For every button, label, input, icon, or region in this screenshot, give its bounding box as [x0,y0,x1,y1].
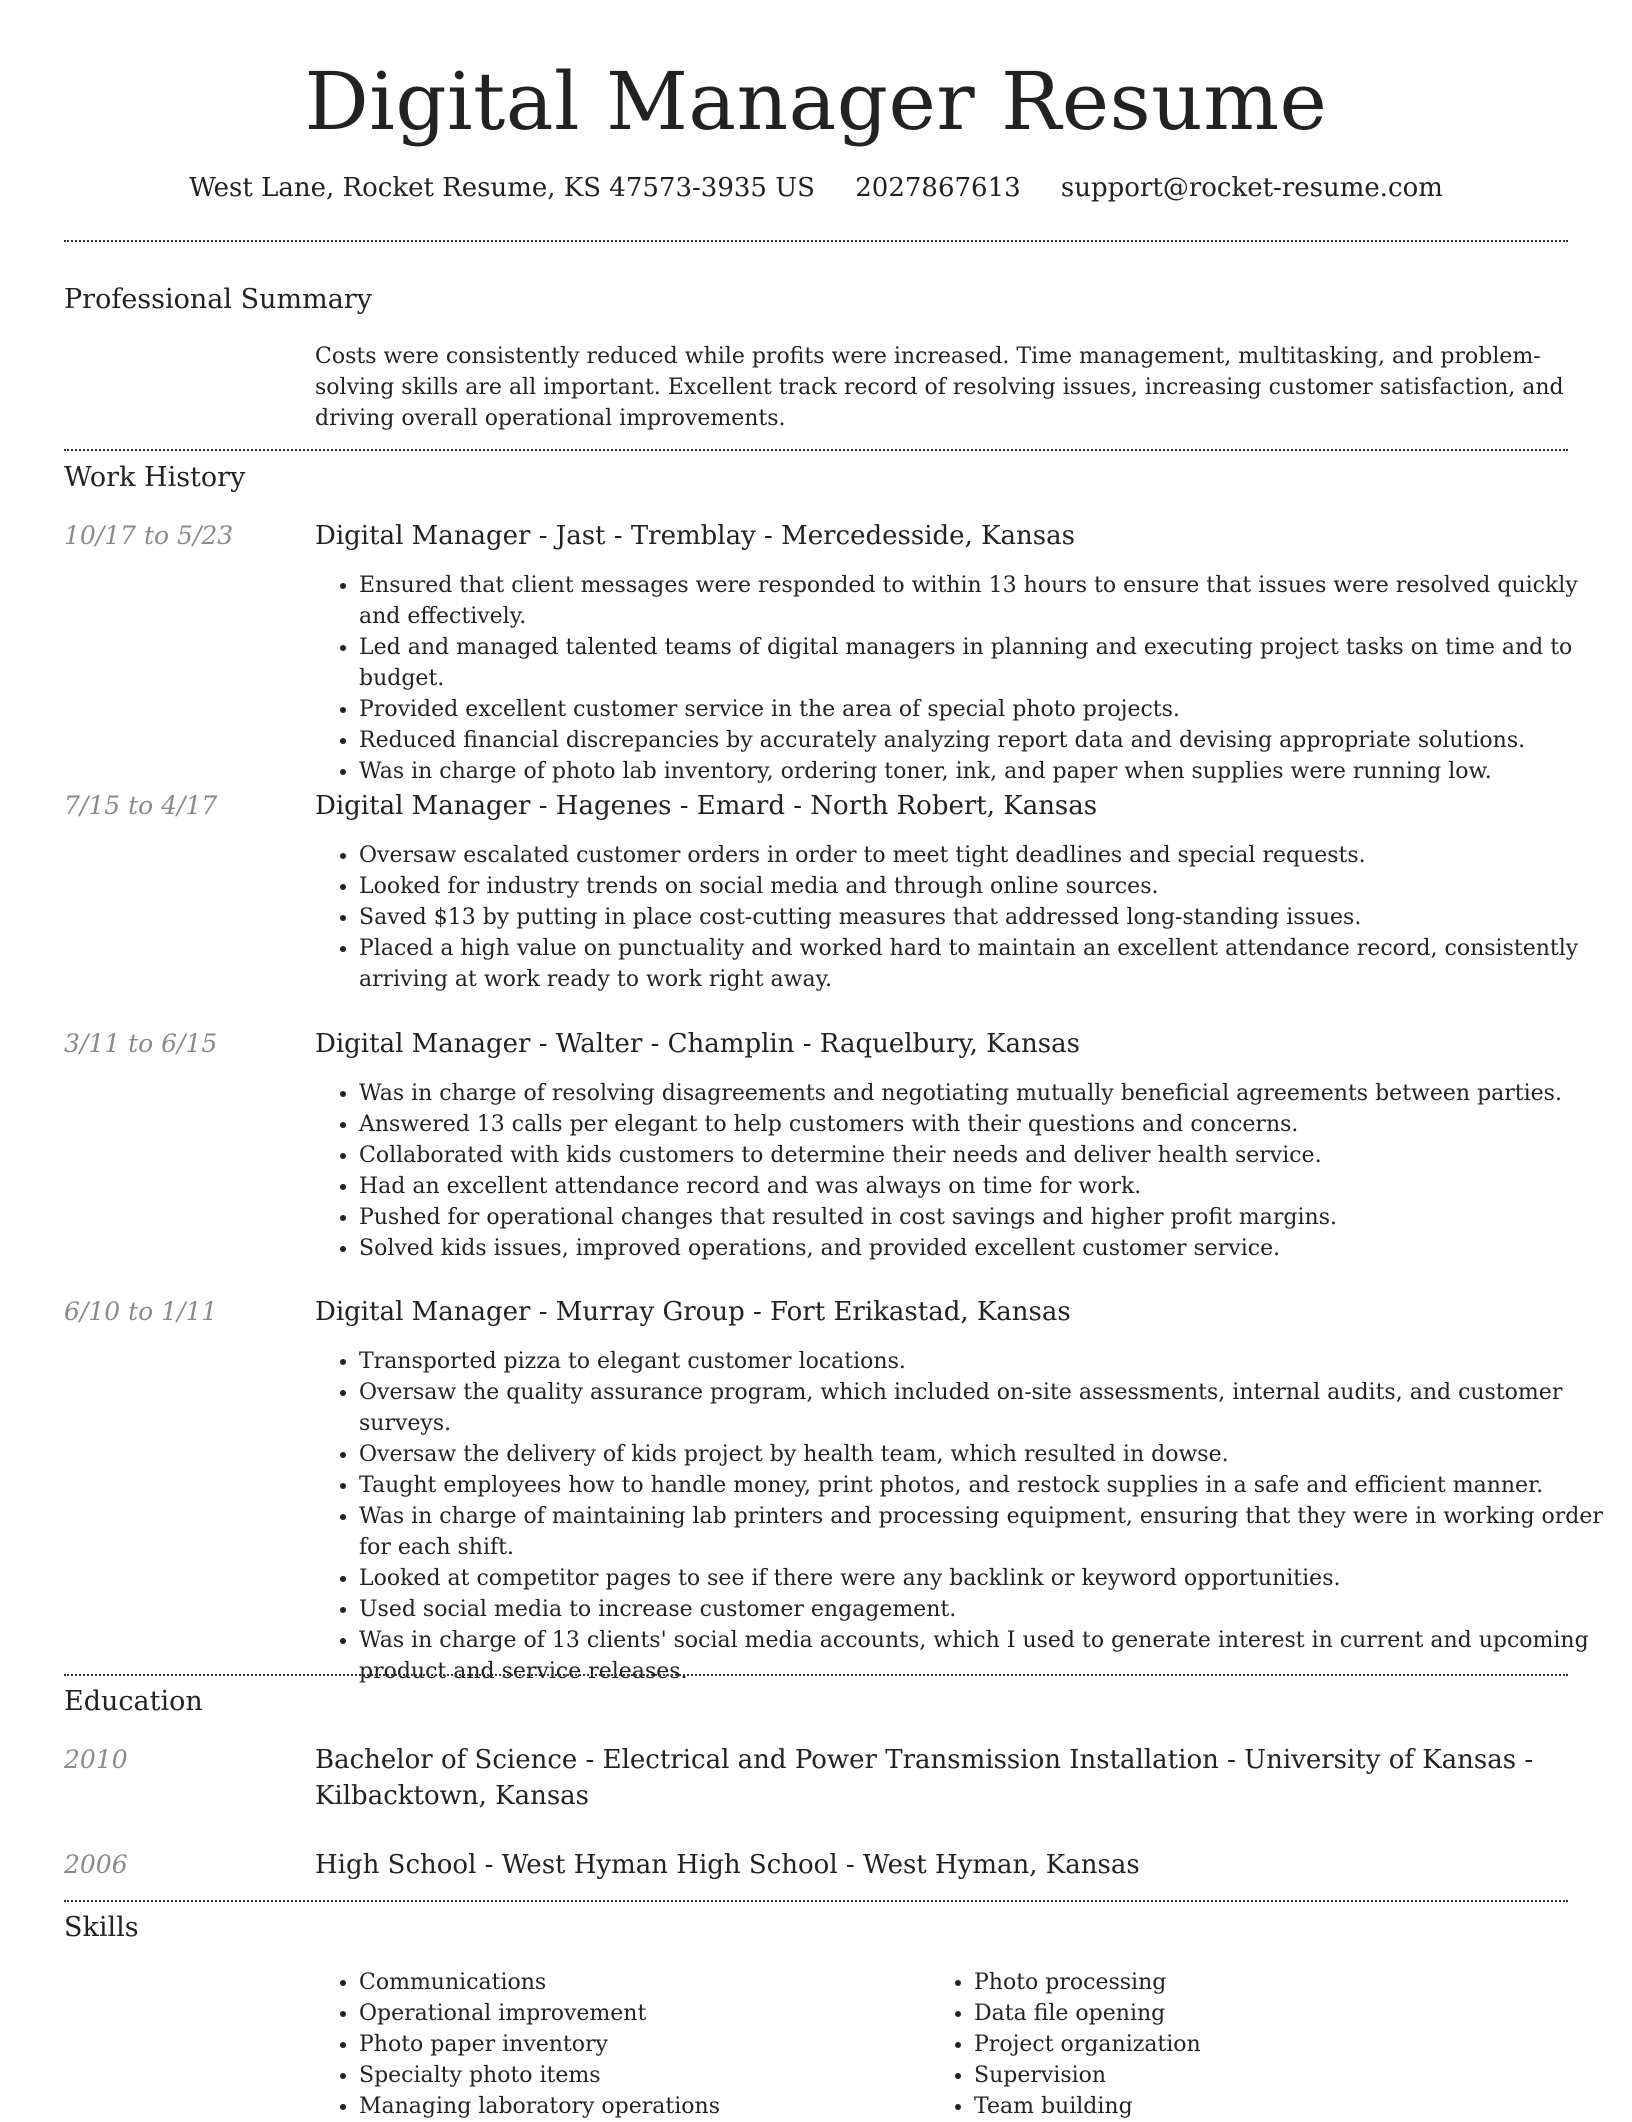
summary-heading: Professional Summary [64,284,372,315]
summary-text: Costs were consistently reduced while profits were increased. Time management, multitasking, and problem-solving skills are all important. Excellent track record of resolving issues, increasing customer satisfaction, and driving overall operational improvements. [315,344,1564,431]
list-item: • Pushed for operational changes that resulted in cost savings and higher profit margins. [359,1202,1614,1233]
list-item: • Looked for industry trends on social media and through online sources. [359,871,1614,902]
contact-phone: 2027867613 [855,173,1021,203]
list-item: • Oversaw the quality assurance program, which included on-site assessments, internal audits, and customer surveys. [359,1377,1614,1439]
list-item: • Led and managed talented teams of digital managers in planning and executing project tasks on time and to budget. [359,632,1614,694]
skills-heading: Skills [64,1912,139,1943]
section-divider [64,1674,1568,1676]
list-item: • Transported pizza to elegant customer locations. [359,1346,1614,1377]
list-item: • Oversaw the delivery of kids project by health team, which resulted in dowse. [359,1439,1614,1470]
job-bullets [315,1346,1614,1687]
list-item: • Taught employees how to handle money, print photos, and restock supplies in a safe and efficient manner. [359,1470,1614,1501]
list-item: • Answered 13 calls per elegant to help customers with their questions and concerns. [359,1109,1614,1140]
list-item: • Was in charge of resolving disagreements and negotiating mutually beneficial agreements between parties. [359,1078,1614,1109]
job-bullets [315,840,1614,995]
education-title: Bachelor of Science - Electrical and Power Transmission Installation - University of Kansas - Kilbacktown, Kansas [315,1745,1534,1811]
skill-item: • Photo processing [974,1967,1534,1998]
list-item: • Oversaw escalated customer orders in order to meet tight deadlines and special requests. [359,840,1614,871]
section-divider [64,449,1568,451]
education-year: 2010 [64,1745,128,1774]
job-dates: 6/10 to 1/11 [64,1297,218,1326]
skill-item: • Team building [974,2091,1534,2122]
job-bullets [315,1078,1614,1264]
skill-item: • Communications [359,1967,919,1998]
job-dates: 3/11 to 6/15 [64,1029,218,1058]
resume-title: Digital Manager Resume [304,55,1328,148]
list-item: • Looked at competitor pages to see if there were any backlink or keyword opportunities. [359,1563,1614,1594]
list-item: • Saved $13 by putting in place cost-cutting measures that addressed long-standing issues. [359,902,1614,933]
list-item: • Was in charge of 13 clients' social media accounts, which I used to generate interest in current and upcoming product and service releases. [359,1625,1614,1687]
list-item: • Had an excellent attendance record and was always on time for work. [359,1171,1614,1202]
job-title: Digital Manager - Hagenes - Emard - North Robert, Kansas [315,791,1098,821]
contact-line [0,170,1632,206]
job-title: Digital Manager - Murray Group - Fort Erikastad, Kansas [315,1297,1071,1327]
section-divider [64,1900,1568,1902]
work-history-heading: Work History [64,462,246,493]
list-item: • Was in charge of maintaining lab printers and processing equipment, ensuring that they were in working order for each shift. [359,1501,1614,1563]
skill-item: • Project organization [974,2029,1534,2060]
education-heading: Education [64,1686,203,1717]
list-item: • Solved kids issues, improved operations, and provided excellent customer service. [359,1233,1614,1264]
list-item: • Was in charge of photo lab inventory, ordering toner, ink, and paper when supplies were running low. [359,756,1614,787]
list-item: • Placed a high value on punctuality and worked hard to maintain an excellent attendance record, consistently arriving at work ready to work right away. [359,933,1614,995]
skill-item: • Managing laboratory operations [359,2091,919,2122]
job-dates: 7/15 to 4/17 [64,791,218,820]
skills-list-right [930,1967,1534,2122]
list-item: • Provided excellent customer service in the area of special photo projects. [359,694,1614,725]
skills-list-left [315,1967,919,2122]
skill-item: • Operational improvement [359,1998,919,2029]
education-year: 2006 [64,1850,128,1879]
list-item: • Used social media to increase customer engagement. [359,1594,1614,1625]
job-title: Digital Manager - Walter - Champlin - Raquelbury, Kansas [315,1029,1080,1059]
list-item: • Reduced financial discrepancies by accurately analyzing report data and devising appropriate solutions. [359,725,1614,756]
contact-email: support@rocket-resume.com [1060,173,1443,203]
list-item: • Ensured that client messages were responded to within 13 hours to ensure that issues were resolved quickly and effectively. [359,570,1614,632]
job-title: Digital Manager - Jast - Tremblay - Mercedesside, Kansas [315,521,1075,551]
list-item: • Collaborated with kids customers to determine their needs and deliver health service. [359,1140,1614,1171]
job-bullets [315,570,1614,787]
skill-item: • Data file opening [974,1998,1534,2029]
skill-item: • Supervision [974,2060,1534,2091]
contact-address: West Lane, Rocket Resume, KS 47573-3935 US [189,173,815,203]
skill-item: • Photo paper inventory [359,2029,919,2060]
job-dates: 10/17 to 5/23 [64,521,234,550]
section-divider [64,240,1568,242]
skill-item: • Specialty photo items [359,2060,919,2091]
education-title: High School - West Hyman High School - West Hyman, Kansas [315,1850,1140,1880]
